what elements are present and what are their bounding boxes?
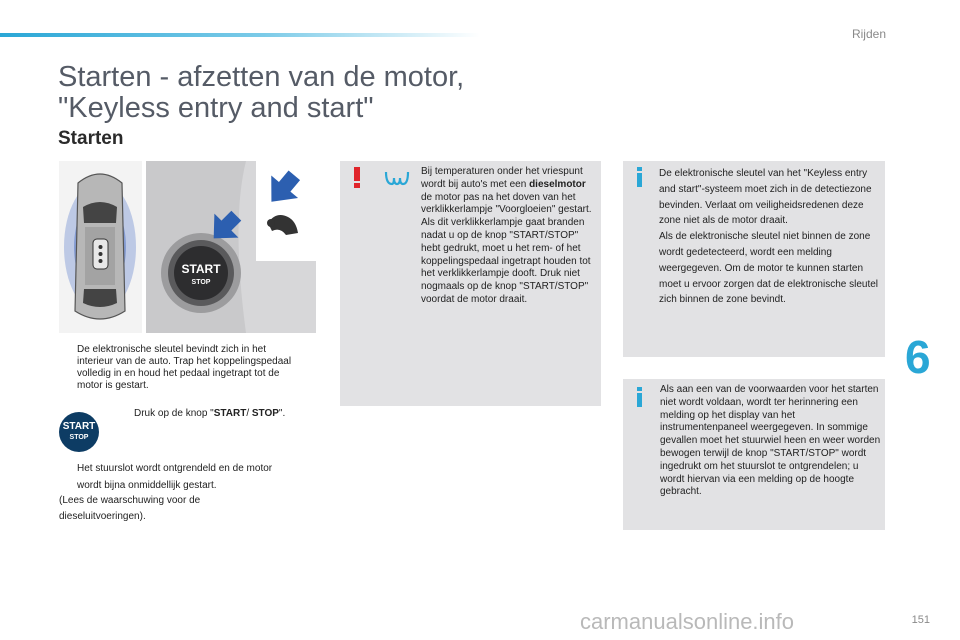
- instruction-item-1: [59, 344, 304, 392]
- instruction-item-2-suffix: ".: [278, 408, 286, 419]
- section-label: Rijden: [851, 27, 886, 41]
- page-number: 151: [911, 614, 930, 626]
- page-title-line2: "Keyless entry and start": [58, 92, 374, 124]
- chapter-number: 6: [905, 331, 931, 383]
- header-accent-bar: [0, 33, 480, 37]
- key-detection-info-box: [623, 161, 885, 357]
- start-stop-dashboard-illustration: [146, 161, 316, 333]
- section-subtitle: Starten: [58, 128, 124, 149]
- instruction-item-1-text: De elektronische sleutel bevindt zich in het interieur van de auto. Trap het koppelingspedaal volledig in en houd het pedaal ingetrapt tot de motor is gestart.: [77, 344, 292, 391]
- instruction-item-2-prefix: Druk op de knop ": [134, 408, 214, 419]
- instruction-item-2: [116, 406, 296, 421]
- stop-label: STOP: [69, 434, 89, 441]
- diesel-warning-text-a: Bij temperaturen onder het vriespunt wordt bij auto's met een: [421, 166, 583, 190]
- instruction-item-2-bold-stop: STOP: [251, 408, 279, 419]
- start-conditions-info-text: Als aan een van de voorwaarden voor het starten niet wordt voldaan, wordt ter herinnering een melding op het display van het instrumentenpaneel weergegeven. In sommige gevallen moet het stuurwiel heen en weer worden bewogen terwijl de knop "START/STOP" wordt ingedrukt om het stuurslot te ontgrendelen; u wordt hiervan via een melding op de hoogte gebracht.: [660, 384, 881, 498]
- car-topview-icon: [59, 161, 142, 333]
- diesel-warning-bold: dieselmotor: [529, 178, 586, 190]
- watermark: carmanualsonline.info: [580, 609, 795, 634]
- instruction-item-3-text: Het stuurslot wordt ontgrendeld en de motor wordt bijna onmiddellijk gestart.: [77, 463, 273, 491]
- diesel-warning-box: [340, 161, 601, 406]
- start-conditions-info-box: [623, 379, 885, 530]
- svg-text:START: START: [181, 262, 221, 276]
- instruction-item-2-mid: /: [246, 408, 252, 419]
- page-title-line1: Starten - afzetten van de motor,: [58, 61, 465, 93]
- svg-text:STOP: STOP: [191, 279, 211, 286]
- diesel-warning-text-b: de motor pas na het doven van het verklikkerlampje "Voorgloeien" gestart. Als dit verklikkerlampje gaat branden nadat u op de knop "START/STOP" hebt gedrukt, moet u het rem- of het koppelingspedaal ingetrapt houden tot het verklikkerlampje dooft. Druk niet nogmaals op de knop "START/STOP" voordat de motor draait.: [421, 191, 592, 305]
- exclamation-warning-icon: [350, 167, 364, 189]
- info-icon: [636, 387, 644, 407]
- instruction-item-2-bold-start: START: [213, 408, 247, 419]
- start-label: START: [62, 421, 96, 432]
- dashboard-button-icon: [146, 161, 316, 333]
- info-icon: [636, 167, 644, 187]
- diesel-note: (Lees de waarschuwing voor de dieseluitvoeringen).: [59, 495, 201, 522]
- car-detection-zone-illustration: [59, 161, 142, 333]
- glow-plug-icon: [384, 170, 410, 186]
- key-detection-info-text: De elektronische sleutel van het "Keyless entry and start"-systeem moet zich in de detectiezone bevinden. Verlaat om veiligheidsredenen deze zone niet als de motor draait. Als de elektronische sleutel niet binnen de zone wordt gedetecteerd, wordt een melding weergegeven. Om de motor te kunnen starten moet u ervoor zorgen dat de elektronische sleutel zich binnen de zone bevindt.: [659, 168, 879, 306]
- instruction-item-2-text: [116, 406, 296, 421]
- instruction-item-3: [59, 460, 299, 494]
- start-stop-button-icon: [59, 412, 99, 452]
- page-title: [58, 62, 464, 124]
- diesel-warning-text: [421, 166, 597, 307]
